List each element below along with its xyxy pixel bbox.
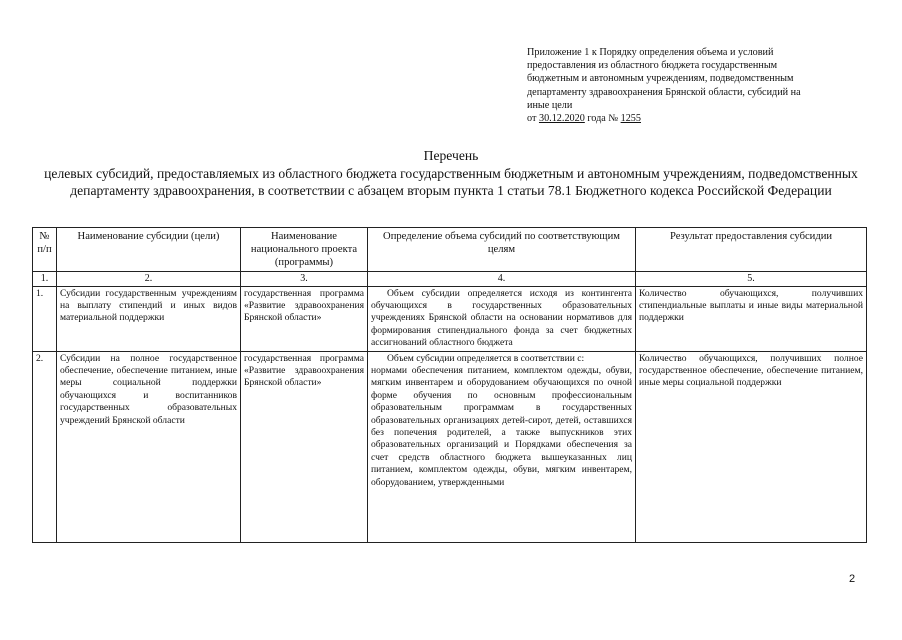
appendix-date: 30.12.2020 xyxy=(538,113,585,125)
row-definition xyxy=(368,286,636,351)
row-project: государственная программа «Развитие здравоохранения Брянской области» xyxy=(241,286,368,351)
col-number: 1. xyxy=(33,271,57,286)
appendix-line-5: иные цели xyxy=(527,99,573,111)
row-definition-text: Объем субсидии определяется исходя из контингента обучающихся в государственных образовательных учреждениях Брянской области на основании нормативов для формирования стипендиального фонда за счет бюджетных ассигнований областного бюджета xyxy=(371,287,632,349)
row-num: 1. xyxy=(33,286,57,351)
row-definition-text: нормами обеспечения питанием, комплектом одежды, обуви, мягким инвентарем и оборудованием обучающихся по очной форме обучения по основным профессиональным образовательным программам в государственных образовательных организациях детей-сирот, детей, оставшихся без попечения родителей, а также выпускников этих образовательных организаций и Порядками обеспечения за счет средств областного бюджета вышеуказанных лиц питанием, комплектом одежды, обуви, мягким инвентарем, оборудованием, утвержденными xyxy=(371,365,632,488)
header-num: № п/п xyxy=(33,228,57,272)
row-result: Количество обучающихся, получивших полное государственное обеспечение, обеспечение питанием, иные меры социальной поддержки xyxy=(636,351,867,542)
row-name: Субсидии государственным учреждениям на выплату стипендий и иных видов материальной поддержки xyxy=(57,286,241,351)
table-row xyxy=(33,351,867,542)
table-row xyxy=(33,286,867,351)
title-subtitle: целевых субсидий, предоставляемых из областного бюджета государственным бюджетным и автономным учреждениям, подведомственных департаменту здравоохранения, в соответствии с абзацем вторым пункта 1 статьи 78.1 Бюджетного кодекса Российской Федерации xyxy=(44,165,858,198)
column-number-row xyxy=(33,271,867,286)
appendix-line-1: Приложение 1 к Порядку определения объема и условий xyxy=(527,47,774,58)
row-result: Количество обучающихся, получивших стипендиальные выплаты и иные виды материальной поддержки xyxy=(636,286,867,351)
appendix-date-prefix: от xyxy=(527,113,537,125)
appendix-date-line xyxy=(527,112,862,125)
title-heading: Перечень xyxy=(423,148,479,163)
header-name: Наименование субсидии (цели) xyxy=(57,228,241,272)
row-definition-intro: Объем субсидии определяется в соответствии с: xyxy=(387,352,585,364)
appendix-number: 1255 xyxy=(620,113,641,125)
col-number: 4. xyxy=(368,271,636,286)
col-number: 2. xyxy=(57,271,241,286)
row-definition xyxy=(368,351,636,542)
document-title xyxy=(40,147,862,200)
appendix-line-3: бюджетным и автономным учреждениям, подведомственным xyxy=(527,73,794,85)
appendix-year-word: года № xyxy=(587,113,619,125)
col-number: 5. xyxy=(636,271,867,286)
row-name: Субсидии на полное государственное обеспечение, обеспечение питанием, иные меры социальной поддержки обучающихся и воспитанников государственных образовательных учреждений Брянской области xyxy=(57,351,241,542)
row-project: государственная программа «Развитие здравоохранения Брянской области» xyxy=(241,351,368,542)
page-number: 2 xyxy=(849,573,856,585)
header-result: Результат предоставления субсидии xyxy=(636,228,867,272)
appendix-line-4: департаменту здравоохранения Брянской области, субсидий на xyxy=(527,86,801,98)
table-header-row xyxy=(33,228,867,272)
subsidies-table xyxy=(32,227,867,543)
appendix-line-2: предоставления из областного бюджета государственным xyxy=(527,60,778,72)
header-definition: Определение объема субсидий по соответствующим целям xyxy=(368,228,636,272)
header-project: Наименование национального проекта (программы) xyxy=(241,228,368,272)
col-number: 3. xyxy=(241,271,368,286)
row-num: 2. xyxy=(33,351,57,542)
appendix-note xyxy=(527,46,862,125)
